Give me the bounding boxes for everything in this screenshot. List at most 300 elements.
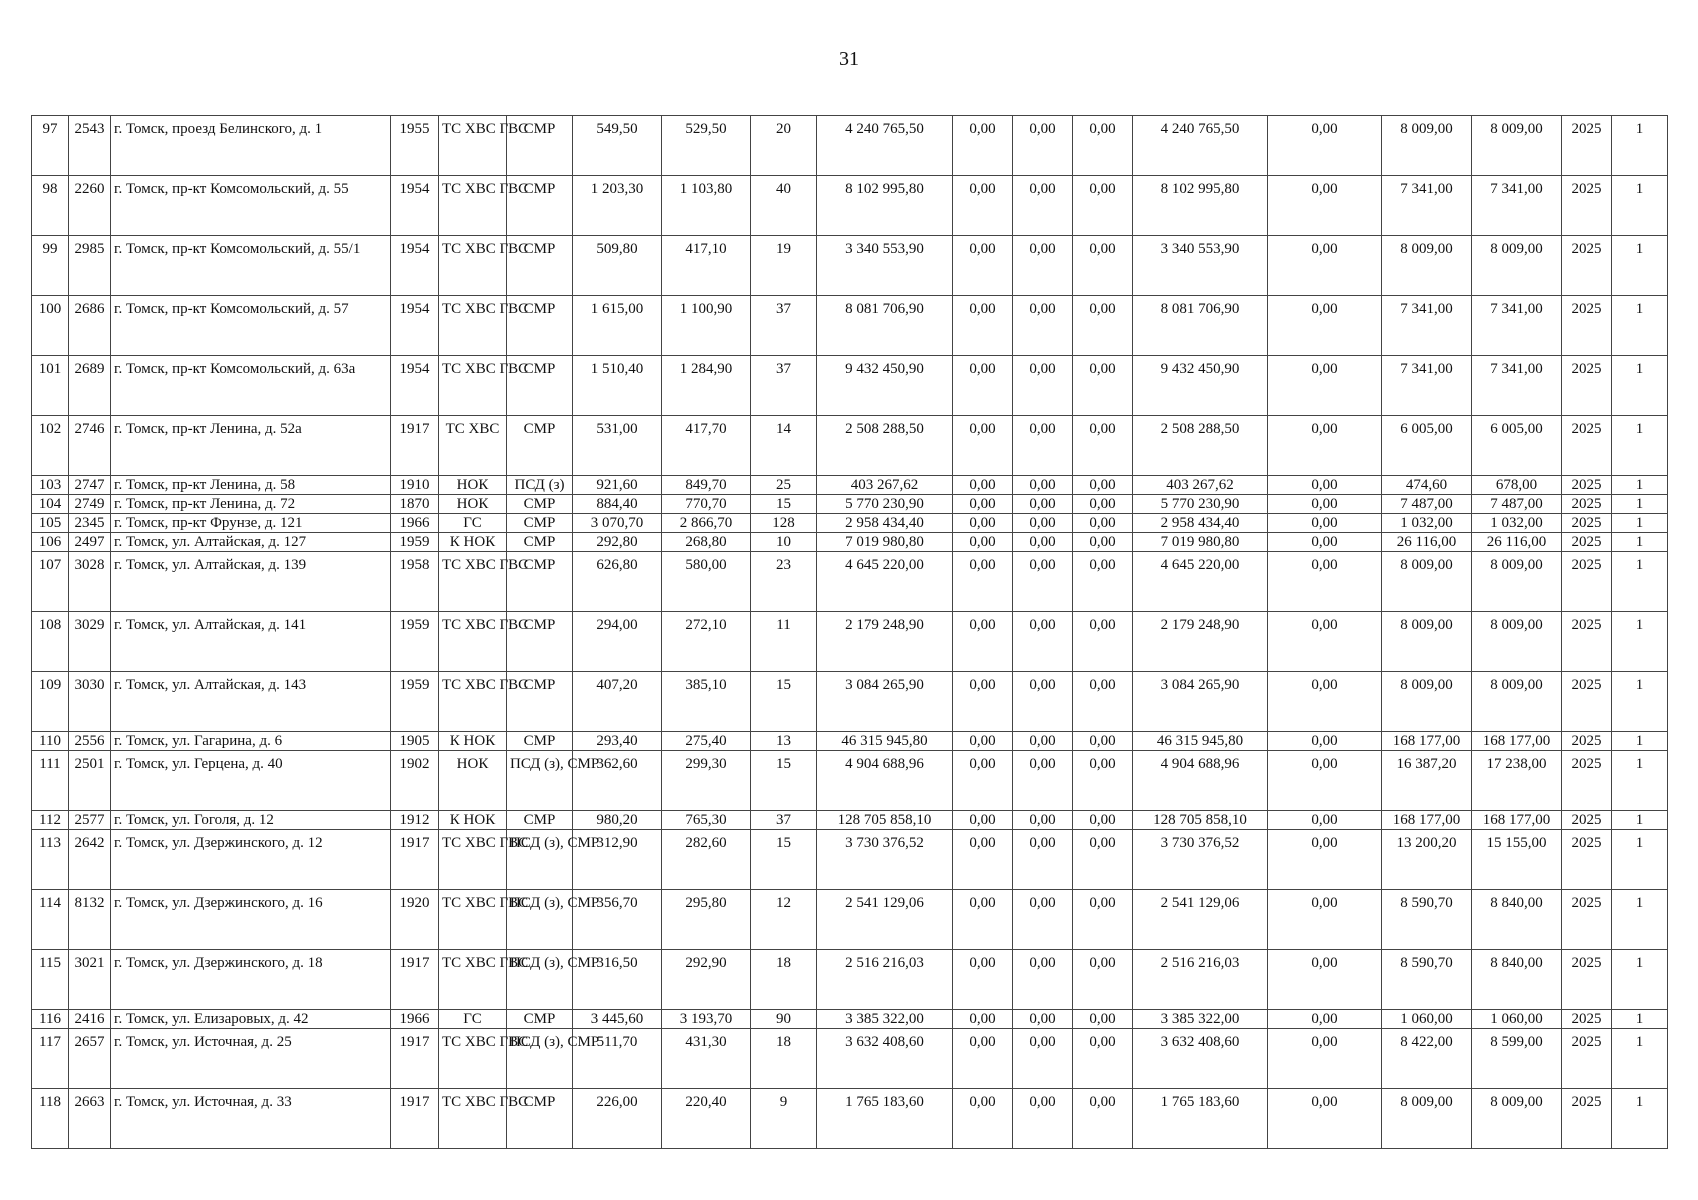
cell-method: 1 <box>1612 552 1668 612</box>
cell-fund-federal: 0,00 <box>953 1010 1013 1029</box>
cell-max-unit-cost: 1 032,00 <box>1472 514 1562 533</box>
cell-fund-other: 0,00 <box>1268 672 1382 732</box>
cell-plan-year: 2025 <box>1562 552 1612 612</box>
cell-build-year: 1917 <box>391 1029 439 1089</box>
cell-fund-municipal: 0,00 <box>1073 514 1133 533</box>
cell-residents: 18 <box>751 1029 817 1089</box>
cell-work-type: ТС ХВС ГВС <box>439 1029 507 1089</box>
cell-work-type: НОК <box>439 751 507 811</box>
cell-address: г. Томск, ул. Алтайская, д. 139 <box>111 552 391 612</box>
cell-fund-owners: 3 730 376,52 <box>1133 830 1268 890</box>
cell-work-stage: СМР <box>507 416 573 476</box>
cell-total-area: 3 070,70 <box>573 514 662 533</box>
cell-fund-regional: 0,00 <box>1013 416 1073 476</box>
cell-total-cost: 2 508 288,50 <box>817 416 953 476</box>
cell-living-area: 3 193,70 <box>662 1010 751 1029</box>
cell-method: 1 <box>1612 176 1668 236</box>
table-row <box>32 552 1668 612</box>
cell-living-area: 385,10 <box>662 672 751 732</box>
cell-plan-year: 2025 <box>1562 416 1612 476</box>
cell-fund-owners: 2 541 129,06 <box>1133 890 1268 950</box>
cell-fund-other: 0,00 <box>1268 356 1382 416</box>
cell-method: 1 <box>1612 1089 1668 1149</box>
cell-address: г. Томск, пр-кт Комсомольский, д. 57 <box>111 296 391 356</box>
cell-plan-year: 2025 <box>1562 672 1612 732</box>
cell-address: г. Томск, ул. Дзержинского, д. 16 <box>111 890 391 950</box>
cell-total-area: 226,00 <box>573 1089 662 1149</box>
cell-fund-federal: 0,00 <box>953 732 1013 751</box>
cell-house-id: 2497 <box>69 533 111 552</box>
cell-living-area: 529,50 <box>662 116 751 176</box>
cell-method: 1 <box>1612 751 1668 811</box>
cell-fund-municipal: 0,00 <box>1073 830 1133 890</box>
cell-total-cost: 128 705 858,10 <box>817 811 953 830</box>
cell-unit-cost: 8 009,00 <box>1382 1089 1472 1149</box>
cell-row-number: 105 <box>32 514 69 533</box>
cell-fund-other: 0,00 <box>1268 116 1382 176</box>
cell-fund-owners: 8 102 995,80 <box>1133 176 1268 236</box>
cell-total-area: 293,40 <box>573 732 662 751</box>
cell-address: г. Томск, ул. Алтайская, д. 141 <box>111 612 391 672</box>
cell-fund-federal: 0,00 <box>953 1089 1013 1149</box>
cell-fund-owners: 4 645 220,00 <box>1133 552 1268 612</box>
cell-work-type: ГС <box>439 1010 507 1029</box>
cell-fund-regional: 0,00 <box>1013 296 1073 356</box>
cell-fund-federal: 0,00 <box>953 811 1013 830</box>
cell-residents: 37 <box>751 356 817 416</box>
table-row <box>32 890 1668 950</box>
cell-plan-year: 2025 <box>1562 890 1612 950</box>
cell-house-id: 2657 <box>69 1029 111 1089</box>
cell-work-stage: СМР <box>507 1010 573 1029</box>
cell-fund-municipal: 0,00 <box>1073 176 1133 236</box>
cell-total-area: 292,80 <box>573 533 662 552</box>
cell-fund-other: 0,00 <box>1268 514 1382 533</box>
cell-house-id: 2416 <box>69 1010 111 1029</box>
cell-unit-cost: 26 116,00 <box>1382 533 1472 552</box>
cell-address: г. Томск, ул. Герцена, д. 40 <box>111 751 391 811</box>
cell-unit-cost: 13 200,20 <box>1382 830 1472 890</box>
cell-work-stage: СМР <box>507 356 573 416</box>
cell-fund-regional: 0,00 <box>1013 1089 1073 1149</box>
cell-build-year: 1954 <box>391 356 439 416</box>
cell-max-unit-cost: 8 009,00 <box>1472 552 1562 612</box>
cell-work-stage: СМР <box>507 236 573 296</box>
cell-fund-municipal: 0,00 <box>1073 416 1133 476</box>
cell-total-area: 884,40 <box>573 495 662 514</box>
cell-address: г. Томск, ул. Источная, д. 33 <box>111 1089 391 1149</box>
cell-work-type: ТС ХВС ГВС <box>439 296 507 356</box>
cell-house-id: 3029 <box>69 612 111 672</box>
repair-schedule-table <box>31 115 1668 1149</box>
cell-living-area: 431,30 <box>662 1029 751 1089</box>
cell-row-number: 106 <box>32 533 69 552</box>
cell-residents: 15 <box>751 672 817 732</box>
cell-fund-federal: 0,00 <box>953 890 1013 950</box>
cell-living-area: 849,70 <box>662 476 751 495</box>
cell-total-cost: 3 730 376,52 <box>817 830 953 890</box>
table-row <box>32 176 1668 236</box>
cell-build-year: 1920 <box>391 890 439 950</box>
cell-method: 1 <box>1612 1010 1668 1029</box>
cell-work-type: К НОК <box>439 811 507 830</box>
cell-address: г. Томск, ул. Гагарина, д. 6 <box>111 732 391 751</box>
cell-method: 1 <box>1612 732 1668 751</box>
cell-fund-municipal: 0,00 <box>1073 356 1133 416</box>
table-row <box>32 356 1668 416</box>
cell-work-stage: ПСД (з) <box>507 476 573 495</box>
cell-work-stage: СМР <box>507 672 573 732</box>
cell-fund-regional: 0,00 <box>1013 751 1073 811</box>
cell-unit-cost: 7 341,00 <box>1382 356 1472 416</box>
table-row <box>32 533 1668 552</box>
cell-house-id: 2345 <box>69 514 111 533</box>
cell-total-cost: 3 340 553,90 <box>817 236 953 296</box>
table-row <box>32 1029 1668 1089</box>
cell-total-area: 312,90 <box>573 830 662 890</box>
table-row <box>32 236 1668 296</box>
cell-residents: 19 <box>751 236 817 296</box>
cell-fund-municipal: 0,00 <box>1073 751 1133 811</box>
cell-row-number: 118 <box>32 1089 69 1149</box>
cell-unit-cost: 1 060,00 <box>1382 1010 1472 1029</box>
cell-fund-owners: 3 632 408,60 <box>1133 1029 1268 1089</box>
cell-fund-other: 0,00 <box>1268 552 1382 612</box>
cell-fund-regional: 0,00 <box>1013 811 1073 830</box>
cell-build-year: 1910 <box>391 476 439 495</box>
cell-fund-federal: 0,00 <box>953 495 1013 514</box>
cell-plan-year: 2025 <box>1562 732 1612 751</box>
cell-build-year: 1955 <box>391 116 439 176</box>
cell-method: 1 <box>1612 514 1668 533</box>
cell-plan-year: 2025 <box>1562 1010 1612 1029</box>
cell-work-type: НОК <box>439 495 507 514</box>
cell-fund-regional: 0,00 <box>1013 1010 1073 1029</box>
cell-plan-year: 2025 <box>1562 950 1612 1010</box>
cell-address: г. Томск, ул. Дзержинского, д. 18 <box>111 950 391 1010</box>
cell-living-area: 268,80 <box>662 533 751 552</box>
cell-living-area: 1 100,90 <box>662 296 751 356</box>
cell-fund-municipal: 0,00 <box>1073 811 1133 830</box>
table-row <box>32 116 1668 176</box>
cell-address: г. Томск, проезд Белинского, д. 1 <box>111 116 391 176</box>
cell-unit-cost: 168 177,00 <box>1382 732 1472 751</box>
cell-max-unit-cost: 8 840,00 <box>1472 950 1562 1010</box>
cell-method: 1 <box>1612 612 1668 672</box>
cell-house-id: 2642 <box>69 830 111 890</box>
cell-work-type: ТС ХВС ГВС <box>439 830 507 890</box>
cell-fund-owners: 3 084 265,90 <box>1133 672 1268 732</box>
cell-fund-regional: 0,00 <box>1013 495 1073 514</box>
cell-unit-cost: 16 387,20 <box>1382 751 1472 811</box>
cell-row-number: 109 <box>32 672 69 732</box>
table-row <box>32 732 1668 751</box>
table-row <box>32 476 1668 495</box>
cell-total-area: 362,60 <box>573 751 662 811</box>
cell-total-cost: 8 081 706,90 <box>817 296 953 356</box>
cell-method: 1 <box>1612 296 1668 356</box>
cell-fund-other: 0,00 <box>1268 1010 1382 1029</box>
cell-unit-cost: 168 177,00 <box>1382 811 1472 830</box>
cell-work-type: НОК <box>439 476 507 495</box>
cell-fund-regional: 0,00 <box>1013 116 1073 176</box>
cell-method: 1 <box>1612 356 1668 416</box>
cell-total-cost: 2 958 434,40 <box>817 514 953 533</box>
cell-plan-year: 2025 <box>1562 612 1612 672</box>
cell-unit-cost: 8 009,00 <box>1382 236 1472 296</box>
cell-method: 1 <box>1612 1029 1668 1089</box>
table-row <box>32 1010 1668 1029</box>
cell-fund-owners: 5 770 230,90 <box>1133 495 1268 514</box>
cell-fund-municipal: 0,00 <box>1073 495 1133 514</box>
cell-living-area: 272,10 <box>662 612 751 672</box>
cell-max-unit-cost: 168 177,00 <box>1472 732 1562 751</box>
cell-fund-regional: 0,00 <box>1013 176 1073 236</box>
cell-fund-regional: 0,00 <box>1013 514 1073 533</box>
cell-fund-federal: 0,00 <box>953 552 1013 612</box>
cell-work-stage: СМР <box>507 495 573 514</box>
cell-living-area: 417,10 <box>662 236 751 296</box>
cell-work-stage: СМР <box>507 533 573 552</box>
cell-living-area: 299,30 <box>662 751 751 811</box>
cell-address: г. Томск, пр-кт Ленина, д. 72 <box>111 495 391 514</box>
cell-fund-regional: 0,00 <box>1013 236 1073 296</box>
cell-build-year: 1917 <box>391 416 439 476</box>
table-row <box>32 495 1668 514</box>
cell-work-type: ТС ХВС ГВС <box>439 236 507 296</box>
cell-house-id: 3030 <box>69 672 111 732</box>
cell-fund-other: 0,00 <box>1268 890 1382 950</box>
cell-fund-municipal: 0,00 <box>1073 296 1133 356</box>
cell-row-number: 101 <box>32 356 69 416</box>
cell-work-stage: СМР <box>507 296 573 356</box>
cell-plan-year: 2025 <box>1562 830 1612 890</box>
cell-fund-other: 0,00 <box>1268 751 1382 811</box>
cell-total-cost: 4 904 688,96 <box>817 751 953 811</box>
cell-max-unit-cost: 678,00 <box>1472 476 1562 495</box>
cell-work-stage: ПСД (з), СМР <box>507 751 573 811</box>
cell-residents: 20 <box>751 116 817 176</box>
cell-total-cost: 2 179 248,90 <box>817 612 953 672</box>
cell-plan-year: 2025 <box>1562 495 1612 514</box>
cell-unit-cost: 8 009,00 <box>1382 612 1472 672</box>
cell-plan-year: 2025 <box>1562 296 1612 356</box>
cell-fund-federal: 0,00 <box>953 751 1013 811</box>
cell-house-id: 2501 <box>69 751 111 811</box>
cell-total-cost: 5 770 230,90 <box>817 495 953 514</box>
cell-plan-year: 2025 <box>1562 356 1612 416</box>
cell-row-number: 103 <box>32 476 69 495</box>
cell-fund-municipal: 0,00 <box>1073 533 1133 552</box>
cell-fund-federal: 0,00 <box>953 672 1013 732</box>
cell-fund-federal: 0,00 <box>953 356 1013 416</box>
cell-max-unit-cost: 8 009,00 <box>1472 116 1562 176</box>
cell-living-area: 770,70 <box>662 495 751 514</box>
cell-fund-regional: 0,00 <box>1013 732 1073 751</box>
cell-fund-regional: 0,00 <box>1013 672 1073 732</box>
cell-fund-other: 0,00 <box>1268 1089 1382 1149</box>
cell-max-unit-cost: 7 341,00 <box>1472 356 1562 416</box>
cell-house-id: 8132 <box>69 890 111 950</box>
cell-plan-year: 2025 <box>1562 176 1612 236</box>
cell-living-area: 765,30 <box>662 811 751 830</box>
cell-max-unit-cost: 1 060,00 <box>1472 1010 1562 1029</box>
cell-work-type: ТС ХВС ГВС <box>439 612 507 672</box>
cell-fund-owners: 1 765 183,60 <box>1133 1089 1268 1149</box>
cell-house-id: 2686 <box>69 296 111 356</box>
cell-address: г. Томск, пр-кт Комсомольский, д. 63а <box>111 356 391 416</box>
cell-total-cost: 4 645 220,00 <box>817 552 953 612</box>
cell-fund-municipal: 0,00 <box>1073 552 1133 612</box>
cell-build-year: 1917 <box>391 830 439 890</box>
cell-work-type: ТС ХВС ГВС <box>439 552 507 612</box>
cell-unit-cost: 8 009,00 <box>1382 552 1472 612</box>
cell-address: г. Томск, пр-кт Фрунзе, д. 121 <box>111 514 391 533</box>
cell-fund-other: 0,00 <box>1268 495 1382 514</box>
cell-unit-cost: 7 487,00 <box>1382 495 1472 514</box>
table-row <box>32 950 1668 1010</box>
cell-work-type: К НОК <box>439 533 507 552</box>
cell-total-cost: 46 315 945,80 <box>817 732 953 751</box>
cell-row-number: 116 <box>32 1010 69 1029</box>
cell-address: г. Томск, пр-кт Ленина, д. 58 <box>111 476 391 495</box>
cell-fund-federal: 0,00 <box>953 1029 1013 1089</box>
cell-work-stage: ПСД (з), СМР <box>507 1029 573 1089</box>
cell-living-area: 275,40 <box>662 732 751 751</box>
cell-method: 1 <box>1612 116 1668 176</box>
cell-address: г. Томск, ул. Алтайская, д. 143 <box>111 672 391 732</box>
cell-address: г. Томск, ул. Дзержинского, д. 12 <box>111 830 391 890</box>
cell-fund-other: 0,00 <box>1268 176 1382 236</box>
cell-residents: 128 <box>751 514 817 533</box>
cell-fund-other: 0,00 <box>1268 416 1382 476</box>
cell-method: 1 <box>1612 495 1668 514</box>
cell-fund-federal: 0,00 <box>953 612 1013 672</box>
cell-plan-year: 2025 <box>1562 751 1612 811</box>
cell-fund-municipal: 0,00 <box>1073 612 1133 672</box>
cell-build-year: 1902 <box>391 751 439 811</box>
table-row <box>32 811 1668 830</box>
cell-fund-owners: 9 432 450,90 <box>1133 356 1268 416</box>
cell-row-number: 115 <box>32 950 69 1010</box>
cell-row-number: 104 <box>32 495 69 514</box>
cell-max-unit-cost: 8 009,00 <box>1472 672 1562 732</box>
cell-row-number: 107 <box>32 552 69 612</box>
cell-total-area: 1 510,40 <box>573 356 662 416</box>
table-row <box>32 514 1668 533</box>
cell-work-stage: ПСД (з), СМР <box>507 890 573 950</box>
cell-fund-owners: 3 385 322,00 <box>1133 1010 1268 1029</box>
cell-house-id: 2543 <box>69 116 111 176</box>
cell-house-id: 2985 <box>69 236 111 296</box>
cell-living-area: 220,40 <box>662 1089 751 1149</box>
cell-fund-federal: 0,00 <box>953 176 1013 236</box>
cell-residents: 37 <box>751 811 817 830</box>
cell-fund-other: 0,00 <box>1268 732 1382 751</box>
cell-work-stage: СМР <box>507 732 573 751</box>
cell-fund-federal: 0,00 <box>953 830 1013 890</box>
cell-unit-cost: 8 590,70 <box>1382 950 1472 1010</box>
cell-unit-cost: 8 009,00 <box>1382 672 1472 732</box>
cell-build-year: 1954 <box>391 296 439 356</box>
cell-work-type: ТС ХВС ГВС <box>439 176 507 236</box>
cell-row-number: 112 <box>32 811 69 830</box>
cell-row-number: 117 <box>32 1029 69 1089</box>
cell-work-type: ТС ХВС ГВС <box>439 1089 507 1149</box>
cell-fund-owners: 7 019 980,80 <box>1133 533 1268 552</box>
cell-fund-municipal: 0,00 <box>1073 950 1133 1010</box>
cell-fund-other: 0,00 <box>1268 476 1382 495</box>
cell-work-stage: СМР <box>507 1089 573 1149</box>
cell-living-area: 1 284,90 <box>662 356 751 416</box>
cell-residents: 15 <box>751 495 817 514</box>
cell-work-stage: СМР <box>507 612 573 672</box>
cell-fund-municipal: 0,00 <box>1073 236 1133 296</box>
cell-fund-regional: 0,00 <box>1013 356 1073 416</box>
cell-method: 1 <box>1612 672 1668 732</box>
cell-house-id: 2746 <box>69 416 111 476</box>
cell-total-cost: 2 516 216,03 <box>817 950 953 1010</box>
cell-plan-year: 2025 <box>1562 533 1612 552</box>
cell-total-area: 356,70 <box>573 890 662 950</box>
cell-fund-regional: 0,00 <box>1013 890 1073 950</box>
cell-fund-owners: 46 315 945,80 <box>1133 732 1268 751</box>
cell-max-unit-cost: 8 599,00 <box>1472 1029 1562 1089</box>
cell-method: 1 <box>1612 890 1668 950</box>
cell-total-cost: 9 432 450,90 <box>817 356 953 416</box>
cell-row-number: 102 <box>32 416 69 476</box>
cell-fund-owners: 128 705 858,10 <box>1133 811 1268 830</box>
cell-total-area: 1 203,30 <box>573 176 662 236</box>
cell-work-stage: СМР <box>507 176 573 236</box>
cell-fund-owners: 4 904 688,96 <box>1133 751 1268 811</box>
cell-total-area: 980,20 <box>573 811 662 830</box>
table-row <box>32 1089 1668 1149</box>
cell-fund-other: 0,00 <box>1268 236 1382 296</box>
cell-living-area: 580,00 <box>662 552 751 612</box>
cell-build-year: 1954 <box>391 176 439 236</box>
cell-build-year: 1917 <box>391 950 439 1010</box>
cell-build-year: 1954 <box>391 236 439 296</box>
cell-residents: 14 <box>751 416 817 476</box>
cell-house-id: 2747 <box>69 476 111 495</box>
cell-max-unit-cost: 8 009,00 <box>1472 1089 1562 1149</box>
cell-fund-federal: 0,00 <box>953 236 1013 296</box>
cell-row-number: 114 <box>32 890 69 950</box>
cell-max-unit-cost: 7 341,00 <box>1472 296 1562 356</box>
cell-living-area: 295,80 <box>662 890 751 950</box>
cell-total-area: 531,00 <box>573 416 662 476</box>
cell-max-unit-cost: 15 155,00 <box>1472 830 1562 890</box>
cell-residents: 90 <box>751 1010 817 1029</box>
cell-unit-cost: 7 341,00 <box>1382 176 1472 236</box>
cell-fund-other: 0,00 <box>1268 830 1382 890</box>
cell-plan-year: 2025 <box>1562 476 1612 495</box>
cell-fund-other: 0,00 <box>1268 533 1382 552</box>
cell-residents: 12 <box>751 890 817 950</box>
cell-build-year: 1966 <box>391 1010 439 1029</box>
cell-fund-owners: 8 081 706,90 <box>1133 296 1268 356</box>
cell-plan-year: 2025 <box>1562 1089 1612 1149</box>
cell-fund-regional: 0,00 <box>1013 533 1073 552</box>
cell-total-area: 294,00 <box>573 612 662 672</box>
cell-total-area: 316,50 <box>573 950 662 1010</box>
cell-residents: 15 <box>751 830 817 890</box>
cell-total-cost: 7 019 980,80 <box>817 533 953 552</box>
cell-build-year: 1959 <box>391 672 439 732</box>
cell-total-cost: 4 240 765,50 <box>817 116 953 176</box>
cell-work-stage: СМР <box>507 811 573 830</box>
